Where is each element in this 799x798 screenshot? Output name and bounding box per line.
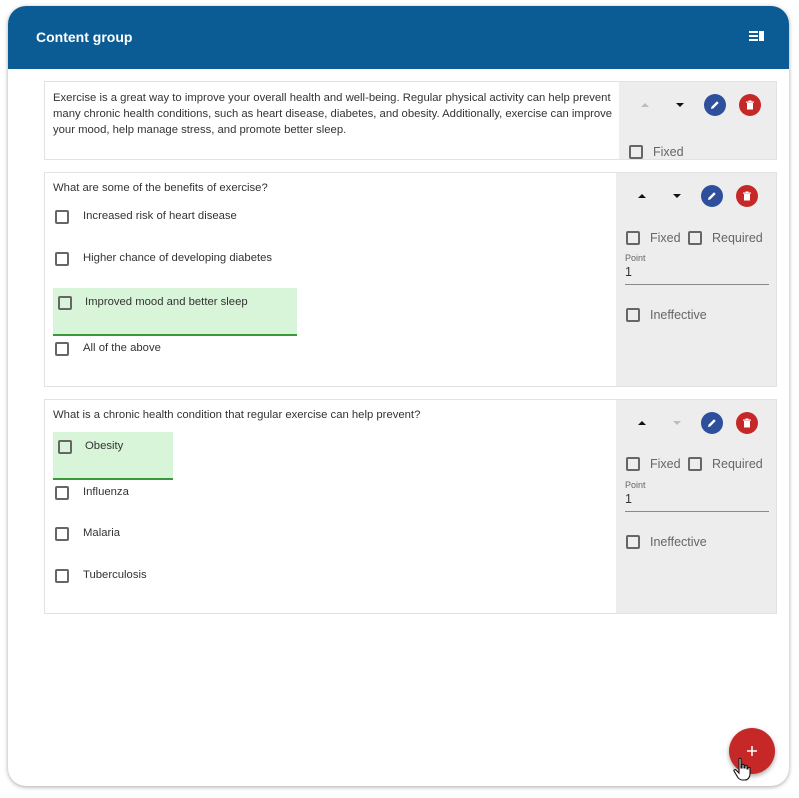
checkbox-icon[interactable] — [55, 527, 69, 541]
pencil-icon — [701, 412, 723, 434]
question-text: What is a chronic health condition that regular exercise can help prevent? — [53, 409, 421, 421]
option-label: Influenza — [83, 486, 129, 498]
checkbox-icon — [626, 231, 640, 245]
required-label: Required — [712, 457, 763, 471]
trash-icon — [736, 185, 758, 207]
checkbox-icon — [626, 457, 640, 471]
fixed-label: Fixed — [653, 145, 684, 159]
arrow-down-icon — [673, 421, 681, 425]
fixed-label: Fixed — [650, 231, 681, 245]
required-label: Required — [712, 231, 763, 245]
delete-button[interactable] — [735, 184, 759, 208]
card-title: Content group — [36, 29, 133, 45]
ineffective-label: Ineffective — [650, 535, 707, 549]
answer-option[interactable] — [53, 209, 353, 229]
arrow-up-icon — [638, 194, 646, 198]
point-value[interactable]: 1 — [625, 265, 632, 279]
move-up-button[interactable] — [630, 184, 654, 208]
point-label: Point — [625, 480, 646, 490]
option-label: Malaria — [83, 527, 121, 539]
checkbox-icon[interactable] — [55, 342, 69, 356]
trash-icon — [739, 94, 761, 116]
block-text: Exercise is a great way to improve your overall health and well-being. Regular physical activity can help prevent many chronic health conditions, such as heart disease, diabetes, and obesity. Additionally, exercise can improve your mood, help manage stress, and promote better sleep. — [53, 92, 613, 136]
move-down-button[interactable] — [665, 184, 689, 208]
pencil-icon — [704, 94, 726, 116]
option-label: Increased risk of heart disease — [83, 210, 237, 222]
point-label: Point — [625, 253, 646, 263]
delete-button[interactable] — [738, 93, 762, 117]
answer-option[interactable] — [53, 568, 353, 588]
hand-cursor-icon — [733, 757, 751, 781]
checkbox-icon — [626, 308, 640, 322]
checkbox-icon[interactable] — [58, 440, 72, 454]
move-down-button[interactable] — [668, 93, 692, 117]
checkbox-icon — [629, 145, 643, 159]
checkbox-icon[interactable] — [55, 486, 69, 500]
block-controls — [619, 82, 776, 159]
point-field[interactable] — [625, 480, 769, 512]
answer-option[interactable] — [53, 341, 353, 361]
delete-button[interactable] — [735, 411, 759, 435]
pencil-icon — [701, 185, 723, 207]
answer-option-correct[interactable] — [53, 288, 297, 336]
question-block — [44, 399, 777, 614]
option-label: Higher chance of developing diabetes — [83, 252, 273, 264]
point-value[interactable]: 1 — [625, 492, 632, 506]
question-controls — [616, 173, 776, 386]
question-text: What are some of the benefits of exercise? — [53, 182, 268, 194]
arrow-up-icon — [638, 421, 646, 425]
answer-option[interactable] — [53, 485, 353, 505]
option-label: Tuberculosis — [83, 569, 147, 581]
option-label: Obesity — [85, 440, 124, 452]
answer-option[interactable] — [53, 251, 353, 271]
text-block — [44, 81, 777, 160]
checkbox-icon — [688, 457, 702, 471]
question-controls — [616, 400, 776, 613]
view-list-icon[interactable] — [749, 30, 765, 44]
checkbox-icon[interactable] — [55, 210, 69, 224]
content-group-card — [8, 6, 789, 786]
checkbox-icon — [626, 535, 640, 549]
edit-button[interactable] — [700, 184, 724, 208]
trash-icon — [736, 412, 758, 434]
option-label: Improved mood and better sleep — [85, 296, 248, 308]
checkbox-icon — [688, 231, 702, 245]
arrow-up-icon — [641, 103, 649, 107]
question-block — [44, 172, 777, 387]
answer-option-correct[interactable] — [53, 432, 173, 480]
ineffective-label: Ineffective — [650, 308, 707, 322]
move-up-button[interactable] — [630, 411, 654, 435]
move-up-button[interactable] — [633, 93, 657, 117]
answer-option[interactable] — [53, 526, 353, 546]
checkbox-icon[interactable] — [55, 252, 69, 266]
arrow-down-icon — [673, 194, 681, 198]
card-header — [8, 6, 789, 69]
point-field[interactable] — [625, 253, 769, 285]
edit-button[interactable] — [700, 411, 724, 435]
arrow-down-icon — [676, 103, 684, 107]
move-down-button[interactable] — [665, 411, 689, 435]
fixed-label: Fixed — [650, 457, 681, 471]
add-icon — [746, 745, 758, 757]
checkbox-icon[interactable] — [58, 296, 72, 310]
checkbox-icon[interactable] — [55, 569, 69, 583]
option-label: All of the above — [83, 342, 161, 354]
edit-button[interactable] — [703, 93, 727, 117]
